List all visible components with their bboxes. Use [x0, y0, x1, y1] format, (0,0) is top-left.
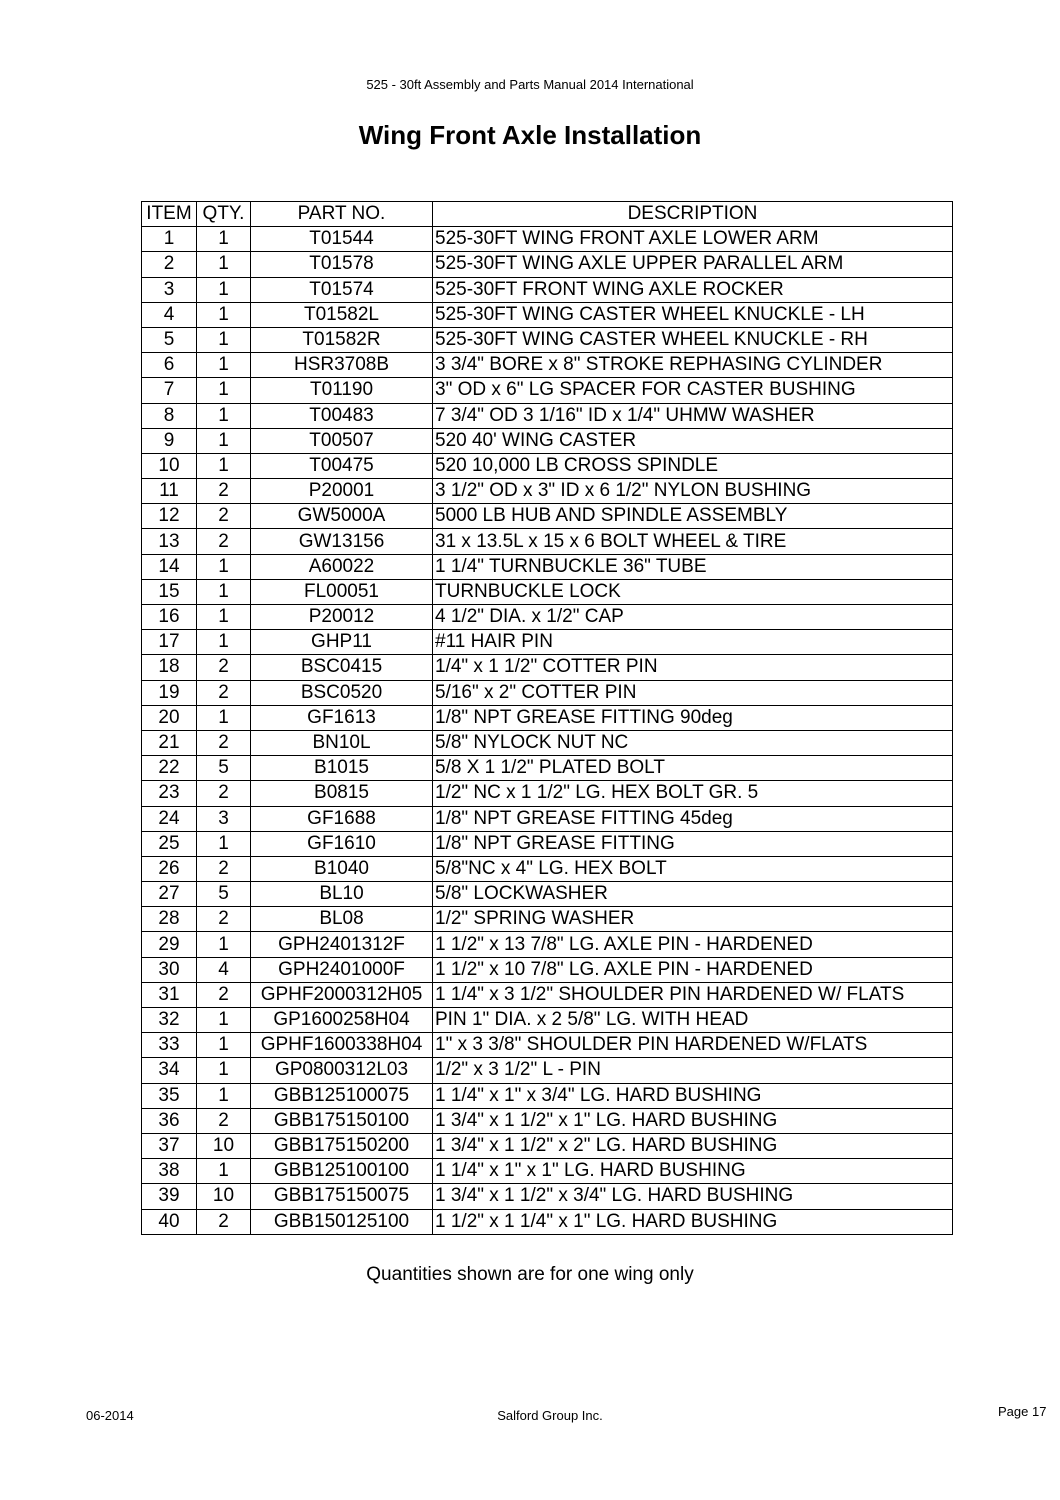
quantity-cell: 1: [197, 554, 251, 579]
footer-company: Salford Group Inc.: [497, 1408, 603, 1423]
quantity-cell: 1: [197, 327, 251, 352]
description-cell: 1/8" NPT GREASE FITTING: [433, 831, 953, 856]
quantity-cell: 1: [197, 353, 251, 378]
description-cell: 1/8" NPT GREASE FITTING 90deg: [433, 705, 953, 730]
table-row: [142, 705, 953, 730]
quantity-cell: 1: [197, 252, 251, 277]
table-row: [142, 730, 953, 755]
quantity-cell: 2: [197, 856, 251, 881]
part-number-cell: T01582R: [251, 327, 433, 352]
item-number-cell: 23: [142, 781, 197, 806]
part-number-cell: FL00051: [251, 579, 433, 604]
column-header-item: ITEM: [142, 202, 197, 227]
table-header-row: [142, 202, 953, 227]
quantity-cell: 2: [197, 982, 251, 1007]
part-number-cell: BL08: [251, 907, 433, 932]
part-number-cell: GF1610: [251, 831, 433, 856]
description-cell: 1 1/2" x 10 7/8" LG. AXLE PIN - HARDENED: [433, 957, 953, 982]
table-row: [142, 655, 953, 680]
item-number-cell: 4: [142, 302, 197, 327]
parts-table: [141, 201, 953, 1235]
part-number-cell: GW13156: [251, 529, 433, 554]
quantity-cell: 1: [197, 605, 251, 630]
quantity-cell: 1: [197, 453, 251, 478]
item-number-cell: 26: [142, 856, 197, 881]
item-number-cell: 8: [142, 403, 197, 428]
table-row: [142, 1133, 953, 1158]
part-number-cell: GPH2401000F: [251, 957, 433, 982]
quantity-cell: 1: [197, 932, 251, 957]
quantity-cell: 2: [197, 479, 251, 504]
part-number-cell: GHP11: [251, 630, 433, 655]
description-cell: 525-30FT FRONT WING AXLE ROCKER: [433, 277, 953, 302]
description-cell: 1 1/4" x 1" x 3/4" LG. HARD BUSHING: [433, 1083, 953, 1108]
quantity-cell: 2: [197, 730, 251, 755]
description-cell: 525-30FT WING FRONT AXLE LOWER ARM: [433, 227, 953, 252]
description-cell: 1/8" NPT GREASE FITTING 45deg: [433, 806, 953, 831]
part-number-cell: P20001: [251, 479, 433, 504]
part-number-cell: B1040: [251, 856, 433, 881]
table-row: [142, 907, 953, 932]
item-number-cell: 5: [142, 327, 197, 352]
part-number-cell: T01190: [251, 378, 433, 403]
quantity-note: Quantities shown are for one wing only: [366, 1264, 694, 1285]
description-cell: 1 1/2" x 13 7/8" LG. AXLE PIN - HARDENED: [433, 932, 953, 957]
item-number-cell: 2: [142, 252, 197, 277]
item-number-cell: 13: [142, 529, 197, 554]
description-cell: 3 3/4" BORE x 8" STROKE REPHASING CYLINDER: [433, 353, 953, 378]
quantity-cell: 5: [197, 882, 251, 907]
description-cell: 525-30FT WING AXLE UPPER PARALLEL ARM: [433, 252, 953, 277]
quantity-cell: 2: [197, 1209, 251, 1234]
item-number-cell: 27: [142, 882, 197, 907]
description-cell: 1 1/4" x 3 1/2" SHOULDER PIN HARDENED W/ FLATS: [433, 982, 953, 1007]
part-number-cell: BSC0520: [251, 680, 433, 705]
description-cell: #11 HAIR PIN: [433, 630, 953, 655]
part-number-cell: GF1613: [251, 705, 433, 730]
column-header-part-no: PART NO.: [251, 202, 433, 227]
item-number-cell: 33: [142, 1033, 197, 1058]
item-number-cell: 30: [142, 957, 197, 982]
item-number-cell: 31: [142, 982, 197, 1007]
item-number-cell: 6: [142, 353, 197, 378]
quantity-cell: 5: [197, 756, 251, 781]
quantity-cell: 2: [197, 907, 251, 932]
item-number-cell: 28: [142, 907, 197, 932]
description-cell: 5/8"NC x 4" LG. HEX BOLT: [433, 856, 953, 881]
description-cell: 1/2" x 3 1/2" L - PIN: [433, 1058, 953, 1083]
quantity-cell: 10: [197, 1184, 251, 1209]
quantity-cell: 10: [197, 1133, 251, 1158]
item-number-cell: 19: [142, 680, 197, 705]
part-number-cell: T00483: [251, 403, 433, 428]
description-cell: 1/4" x 1 1/2" COTTER PIN: [433, 655, 953, 680]
part-number-cell: A60022: [251, 554, 433, 579]
table-row: [142, 378, 953, 403]
table-row: [142, 982, 953, 1007]
part-number-cell: T01582L: [251, 302, 433, 327]
description-cell: 31 x 13.5L x 15 x 6 BOLT WHEEL & TIRE: [433, 529, 953, 554]
item-number-cell: 9: [142, 428, 197, 453]
description-cell: 1 3/4" x 1 1/2" x 1" LG. HARD BUSHING: [433, 1108, 953, 1133]
part-number-cell: GBB175150200: [251, 1133, 433, 1158]
column-header-description: DESCRIPTION: [433, 202, 953, 227]
description-cell: 3" OD x 6" LG SPACER FOR CASTER BUSHING: [433, 378, 953, 403]
quantity-cell: 2: [197, 781, 251, 806]
part-number-cell: GP0800312L03: [251, 1058, 433, 1083]
footer-date: 06-2014: [86, 1408, 134, 1423]
part-number-cell: BN10L: [251, 730, 433, 755]
footer-page-number: Page 17: [998, 1404, 1047, 1419]
description-cell: 1" x 3 3/8" SHOULDER PIN HARDENED W/FLATS: [433, 1033, 953, 1058]
table-row: [142, 932, 953, 957]
quantity-cell: 1: [197, 1083, 251, 1108]
table-row: [142, 403, 953, 428]
description-cell: 5/16" x 2" COTTER PIN: [433, 680, 953, 705]
page-title: Wing Front Axle Installation: [358, 120, 702, 150]
item-number-cell: 32: [142, 1008, 197, 1033]
table-row: [142, 327, 953, 352]
table-row: [142, 680, 953, 705]
table-row: [142, 957, 953, 982]
item-number-cell: 1: [142, 227, 197, 252]
table-row: [142, 353, 953, 378]
description-cell: 1/2" SPRING WASHER: [433, 907, 953, 932]
part-number-cell: T00507: [251, 428, 433, 453]
item-number-cell: 21: [142, 730, 197, 755]
table-row: [142, 1058, 953, 1083]
part-number-cell: B1015: [251, 756, 433, 781]
table-row: [142, 806, 953, 831]
quantity-cell: 2: [197, 680, 251, 705]
item-number-cell: 10: [142, 453, 197, 478]
quantity-cell: 2: [197, 529, 251, 554]
item-number-cell: 24: [142, 806, 197, 831]
item-number-cell: 11: [142, 479, 197, 504]
quantity-cell: 1: [197, 277, 251, 302]
quantity-cell: 1: [197, 831, 251, 856]
quantity-cell: 1: [197, 630, 251, 655]
description-cell: 1 3/4" x 1 1/2" x 2" LG. HARD BUSHING: [433, 1133, 953, 1158]
part-number-cell: GW5000A: [251, 504, 433, 529]
quantity-cell: 1: [197, 1058, 251, 1083]
item-number-cell: 3: [142, 277, 197, 302]
table-row: [142, 1159, 953, 1184]
description-cell: 525-30FT WING CASTER WHEEL KNUCKLE - RH: [433, 327, 953, 352]
description-cell: 525-30FT WING CASTER WHEEL KNUCKLE - LH: [433, 302, 953, 327]
table-row: [142, 252, 953, 277]
quantity-cell: 1: [197, 428, 251, 453]
table-row: [142, 227, 953, 252]
item-number-cell: 29: [142, 932, 197, 957]
description-cell: TURNBUCKLE LOCK: [433, 579, 953, 604]
description-cell: 5000 LB HUB AND SPINDLE ASSEMBLY: [433, 504, 953, 529]
table-row: [142, 1008, 953, 1033]
part-number-cell: T01574: [251, 277, 433, 302]
part-number-cell: GBB125100100: [251, 1159, 433, 1184]
part-number-cell: GBB175150100: [251, 1108, 433, 1133]
parts-table-body: [142, 227, 953, 1235]
quantity-cell: 1: [197, 1033, 251, 1058]
table-row: [142, 479, 953, 504]
part-number-cell: GF1688: [251, 806, 433, 831]
table-row: [142, 277, 953, 302]
table-row: [142, 882, 953, 907]
description-cell: PIN 1" DIA. x 2 5/8" LG. WITH HEAD: [433, 1008, 953, 1033]
description-cell: 1 1/2" x 1 1/4" x 1" LG. HARD BUSHING: [433, 1209, 953, 1234]
quantity-cell: 1: [197, 579, 251, 604]
manual-title: 525 - 30ft Assembly and Parts Manual 2014 International: [366, 77, 694, 92]
quantity-cell: 3: [197, 806, 251, 831]
description-cell: 1 3/4" x 1 1/2" x 3/4" LG. HARD BUSHING: [433, 1184, 953, 1209]
table-row: [142, 504, 953, 529]
quantity-cell: 4: [197, 957, 251, 982]
description-cell: 1 1/4" x 1" x 1" LG. HARD BUSHING: [433, 1159, 953, 1184]
table-row: [142, 1033, 953, 1058]
quantity-cell: 1: [197, 378, 251, 403]
item-number-cell: 35: [142, 1083, 197, 1108]
quantity-cell: 1: [197, 1159, 251, 1184]
description-cell: 520 40' WING CASTER: [433, 428, 953, 453]
item-number-cell: 14: [142, 554, 197, 579]
part-number-cell: GPHF1600338H04: [251, 1033, 433, 1058]
part-number-cell: HSR3708B: [251, 353, 433, 378]
item-number-cell: 39: [142, 1184, 197, 1209]
table-row: [142, 428, 953, 453]
description-cell: 4 1/2" DIA. x 1/2" CAP: [433, 605, 953, 630]
quantity-cell: 2: [197, 655, 251, 680]
part-number-cell: GPHF2000312H05: [251, 982, 433, 1007]
part-number-cell: T00475: [251, 453, 433, 478]
quantity-cell: 1: [197, 302, 251, 327]
item-number-cell: 37: [142, 1133, 197, 1158]
item-number-cell: 15: [142, 579, 197, 604]
item-number-cell: 12: [142, 504, 197, 529]
table-row: [142, 1209, 953, 1234]
item-number-cell: 18: [142, 655, 197, 680]
description-cell: 1/2" NC x 1 1/2" LG. HEX BOLT GR. 5: [433, 781, 953, 806]
quantity-cell: 1: [197, 705, 251, 730]
quantity-cell: 1: [197, 403, 251, 428]
item-number-cell: 36: [142, 1108, 197, 1133]
part-number-cell: GPH2401312F: [251, 932, 433, 957]
part-number-cell: BL10: [251, 882, 433, 907]
part-number-cell: B0815: [251, 781, 433, 806]
part-number-cell: GBB125100075: [251, 1083, 433, 1108]
quantity-cell: 1: [197, 1008, 251, 1033]
quantity-cell: 1: [197, 227, 251, 252]
description-cell: 1 1/4" TURNBUCKLE 36" TUBE: [433, 554, 953, 579]
part-number-cell: P20012: [251, 605, 433, 630]
table-row: [142, 302, 953, 327]
table-row: [142, 630, 953, 655]
table-row: [142, 579, 953, 604]
item-number-cell: 34: [142, 1058, 197, 1083]
item-number-cell: 25: [142, 831, 197, 856]
item-number-cell: 17: [142, 630, 197, 655]
description-cell: 7 3/4" OD 3 1/16" ID x 1/4" UHMW WASHER: [433, 403, 953, 428]
item-number-cell: 40: [142, 1209, 197, 1234]
description-cell: 520 10,000 LB CROSS SPINDLE: [433, 453, 953, 478]
table-row: [142, 756, 953, 781]
item-number-cell: 22: [142, 756, 197, 781]
table-row: [142, 831, 953, 856]
description-cell: 5/8" LOCKWASHER: [433, 882, 953, 907]
quantity-cell: 2: [197, 1108, 251, 1133]
description-cell: 5/8 X 1 1/2" PLATED BOLT: [433, 756, 953, 781]
column-header-qty: QTY.: [197, 202, 251, 227]
part-number-cell: BSC0415: [251, 655, 433, 680]
part-number-cell: GBB175150075: [251, 1184, 433, 1209]
table-row: [142, 554, 953, 579]
table-row: [142, 529, 953, 554]
item-number-cell: 16: [142, 605, 197, 630]
quantity-cell: 2: [197, 504, 251, 529]
description-cell: 3 1/2" OD x 3" ID x 6 1/2" NYLON BUSHING: [433, 479, 953, 504]
description-cell: 5/8" NYLOCK NUT NC: [433, 730, 953, 755]
item-number-cell: 20: [142, 705, 197, 730]
table-row: [142, 1184, 953, 1209]
table-row: [142, 1108, 953, 1133]
part-number-cell: T01578: [251, 252, 433, 277]
table-row: [142, 453, 953, 478]
part-number-cell: GBB150125100: [251, 1209, 433, 1234]
item-number-cell: 7: [142, 378, 197, 403]
table-row: [142, 605, 953, 630]
part-number-cell: GP1600258H04: [251, 1008, 433, 1033]
item-number-cell: 38: [142, 1159, 197, 1184]
table-row: [142, 1083, 953, 1108]
table-row: [142, 781, 953, 806]
part-number-cell: T01544: [251, 227, 433, 252]
table-row: [142, 856, 953, 881]
